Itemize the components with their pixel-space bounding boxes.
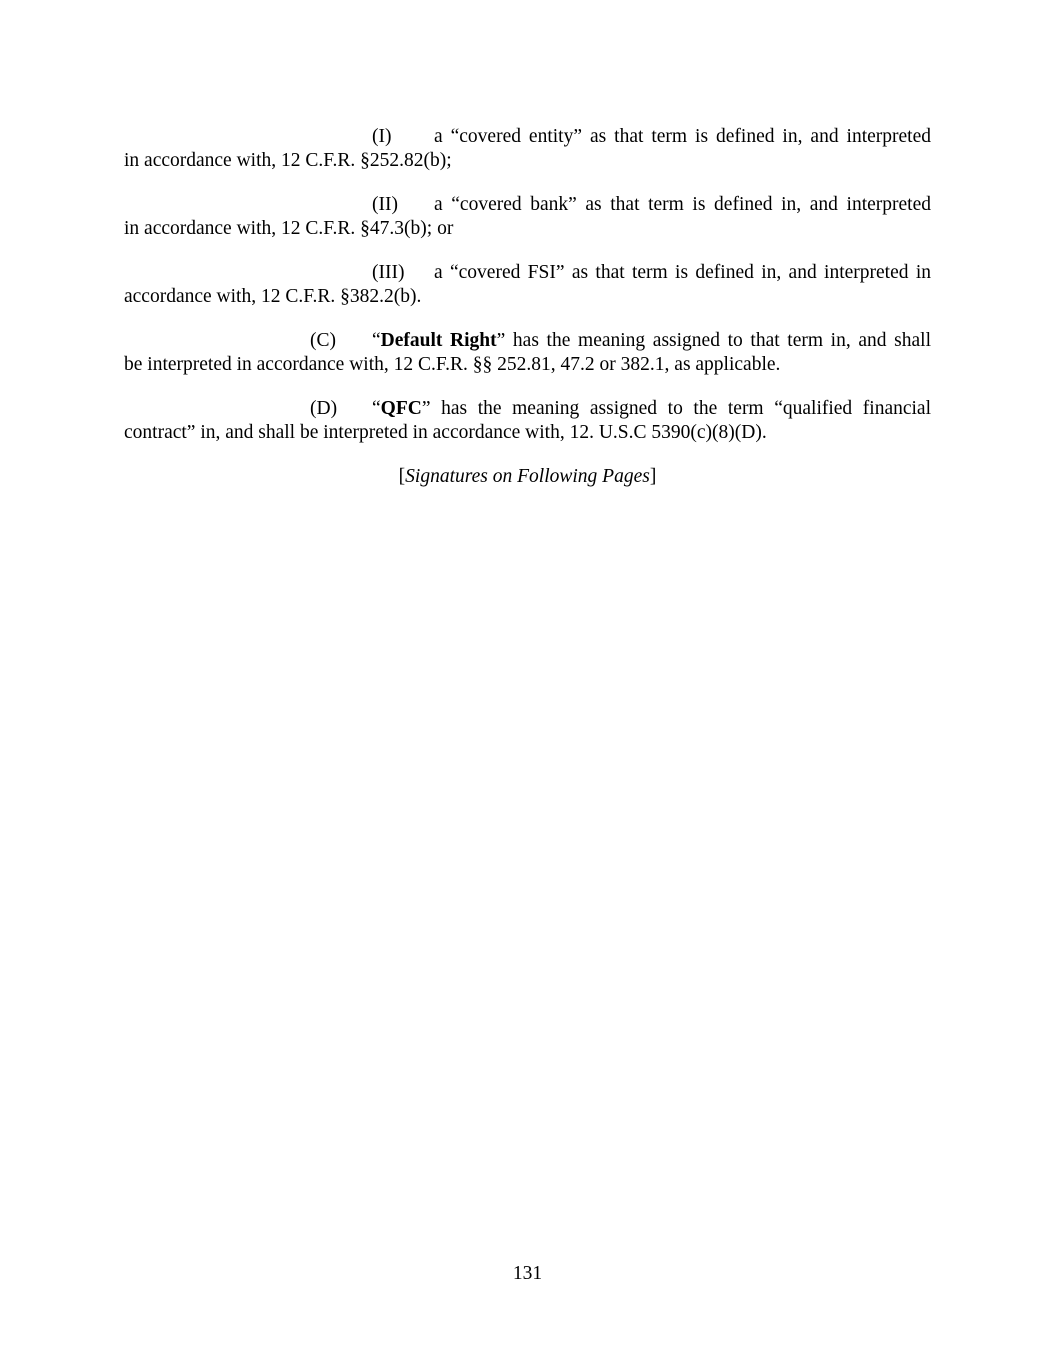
signatures-note (124, 465, 931, 489)
definition-rest: ” has the meaning assigned to that term in, and shall (496, 330, 931, 351)
open-quote: “ (372, 330, 381, 351)
open-quote: “ (372, 398, 381, 419)
clause-text-line2: in accordance with, 12 C.F.R. §252.82(b); (124, 150, 452, 171)
clause-i (124, 125, 931, 173)
clause-marker: (I) (372, 126, 392, 147)
definition-marker: (C) (310, 330, 336, 351)
definition-marker: (D) (310, 398, 338, 419)
definition-text-line2: be interpreted in accordance with, 12 C.F.R. §§ 252.81, 47.2 or 382.1, as applicable. (124, 354, 781, 375)
open-bracket: [ (398, 466, 406, 487)
definition-qfc (124, 397, 931, 445)
clause-text-line1: a “covered bank” as that term is defined in, and interpreted (434, 194, 931, 215)
definition-rest: ” has the meaning assigned to the term “qualified financial (421, 398, 931, 419)
clause-ii (124, 193, 931, 241)
clause-iii (124, 261, 931, 309)
defined-term: Default Right (380, 330, 497, 351)
clause-text-line2: accordance with, 12 C.F.R. §382.2(b). (124, 286, 422, 307)
definition-text-line1 (372, 329, 931, 353)
clause-text-line1: a “covered entity” as that term is defined in, and interpreted (434, 126, 931, 147)
defined-term: QFC (380, 398, 422, 419)
page-number: 131 (512, 1263, 543, 1284)
clause-marker: (II) (372, 194, 398, 215)
signatures-text: Signatures on Following Pages (405, 466, 650, 487)
clause-text-line1: a “covered FSI” as that term is defined in, and interpreted in (434, 262, 931, 283)
clause-text-line2: in accordance with, 12 C.F.R. §47.3(b); or (124, 218, 454, 239)
clause-marker: (III) (372, 262, 405, 283)
definition-text-line2: contract” in, and shall be interpreted in accordance with, 12. U.S.C 5390(c)(8)(D). (124, 422, 767, 443)
definition-text-line1 (372, 397, 931, 421)
definition-default-right (124, 329, 931, 377)
close-bracket: ] (649, 466, 657, 487)
